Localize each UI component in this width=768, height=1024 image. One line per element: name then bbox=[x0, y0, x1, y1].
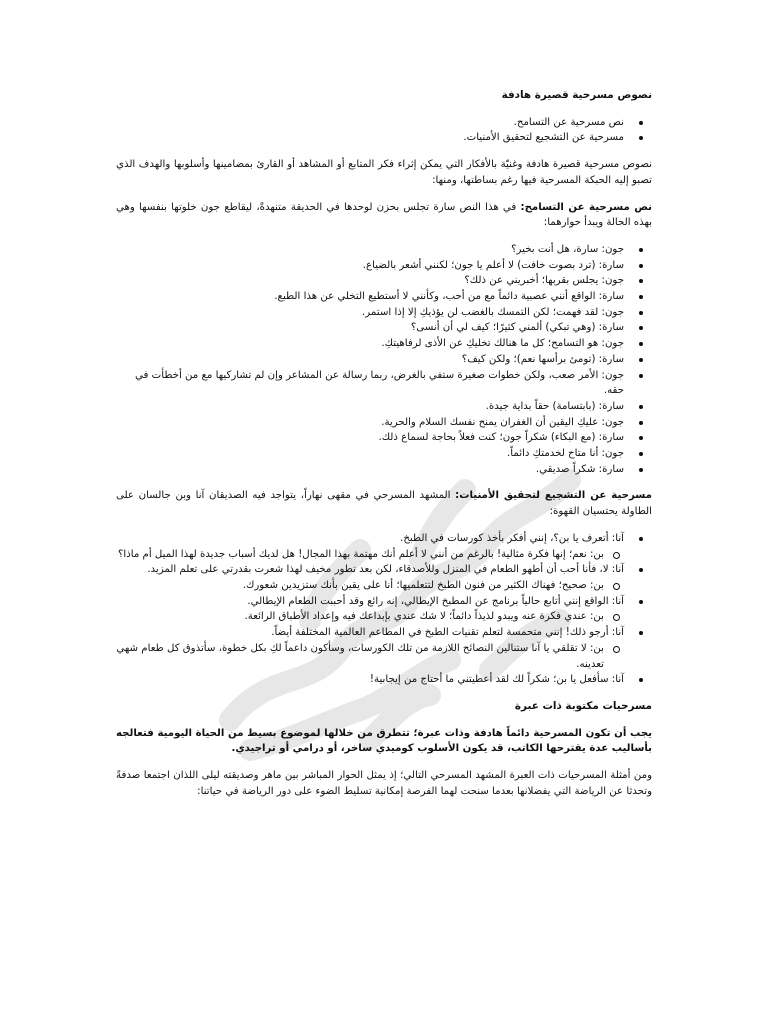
dialogue-line-text: آنا: الواقع إنني أتابع حالياً برنامج عن المطبخ الإيطالي، إنه رائع وقد أحببت الطعام الإيطالي. bbox=[247, 595, 624, 607]
dialogue-line-text: آنا: سأفعل يا بن؛ شكراً لك لقد أعطيتني ما أحتاج من إيجابية! bbox=[369, 674, 624, 686]
section-lesson-paragraph: ومن أمثلة المسرحيات ذات العبرة المشهد المسرحي التالي؛ إذ يمثل الحوار المباشر بين ماهر وصديقته ليلى اللذان اجتمعا صدفةً وتحدثا عن الرياضة التي يفضلانها بعدما سنحت لهما الفرصة إمكانية تسليط الضوء على دور الرياضة في حياتنا: bbox=[116, 770, 652, 797]
dialogue-reply: بن: لا تقلقي يا آنا ستنالين النصائح اللازمة من تلك الكورسات، وسأكون داعماً لكِ بكل خطوة، سأتذوق كل طعام شهي تعدينه. bbox=[116, 641, 604, 672]
dialogue-replies bbox=[116, 547, 624, 563]
dialogue-line: سارة: (مع البكاء) شكراً جون؛ كنت فعلاً بحاجة لسماع ذلك. bbox=[116, 430, 624, 446]
dialogue-forgiveness bbox=[116, 242, 652, 478]
dialogue-line-text: آنا: أرجو ذلك! إنني متحمسة لتعلم تقنيات الطبخ في المطاعم العالمية المختلفة أيضاً. bbox=[271, 627, 624, 639]
dialogue-line: سارة: الواقع أنني عصبية دائماً مع من أحب، وكأنني لا أستطيع التخلي عن هذا الطبع. bbox=[116, 289, 624, 305]
dialogue-line: جون: الأمر صعب، ولكن خطوات صغيرة ستفي بالغرض، ربما رسالة عن المشاعر وإن لم تشاركيها مع من أخطأت في حقه. bbox=[116, 368, 624, 399]
section-encouragement-text: المشهد المسرحي في مقهى نهاراً، يتواجد فيه الصديقان آنا وبن جالسان على الطاولة يحتسيان القهوة: bbox=[116, 490, 652, 518]
table-of-contents bbox=[116, 115, 652, 146]
section-forgiveness-intro bbox=[116, 200, 652, 231]
dialogue-line bbox=[116, 562, 624, 593]
dialogue-line: سارة: (ترد بصوت خافت) لا أعلم يا جون؛ لكنني أشعر بالضياع. bbox=[116, 258, 624, 274]
page-title: نصوص مسرحية قصيرة هادفة bbox=[501, 89, 652, 101]
dialogue-line-text: آنا: لا، فأنا أحب أن أطهو الطعام في المنزل وللأصدقاء، لكن بعد تطور مخيف لهذا شعرت بقدرتي على تعلم المزيد. bbox=[147, 564, 624, 576]
dialogue-reply: بن: صحيح؛ فهناك الكثير من فنون الطبخ لتتعلميها؛ أنا على يقين بأنك ستزيدين شعورك. bbox=[116, 578, 604, 594]
dialogue-line bbox=[116, 531, 624, 562]
dialogue-line bbox=[116, 672, 624, 688]
section-lesson-title: مسرحيات مكتوبة ذات عبرة bbox=[514, 699, 652, 712]
dialogue-line: جون: عليكِ اليقين أن الغفران يمنح نفسك السلام والحرية. bbox=[116, 415, 624, 431]
dialogue-replies bbox=[116, 609, 624, 625]
dialogue-replies bbox=[116, 641, 624, 672]
dialogue-encouragement bbox=[116, 531, 652, 688]
dialogue-line: جون: أنا متاح لخدمتكِ دائماً. bbox=[116, 446, 624, 462]
section-forgiveness-title: نص مسرحية عن التسامح: bbox=[520, 201, 652, 213]
dialogue-line: جون: هو التسامح؛ كل ما هنالك تخليكِ عن الأذى لرفاهيتكِ. bbox=[116, 336, 624, 352]
dialogue-line: جون: يجلس بقربها؛ أخبريني عن ذلك؟ bbox=[116, 273, 624, 289]
dialogue-replies bbox=[116, 578, 624, 594]
toc-item: مسرحية عن التشجيع لتحقيق الأمنيات. bbox=[116, 130, 624, 146]
document-body bbox=[116, 88, 652, 810]
dialogue-reply: بن: نعم؛ إنها فكرة مثالية! بالرغم من أنني لا أعلم أنك مهتمة بهذا المجال! هل لديك أسباب جديدة لهذا الميل أم ماذا؟ bbox=[116, 547, 604, 563]
dialogue-line: سارة: (بابتسامة) حقاً بداية جيدة. bbox=[116, 399, 624, 415]
dialogue-line-text: آنا: أتعرف يا بن؟، إنني أفكر بأخذ كورسات في الطبخ. bbox=[400, 532, 624, 544]
section-forgiveness-text: في هذا النص سارة تجلس بحزن لوحدها في الحديقة متنهدةً، ليقاطع جون خلوتها بنفسها وهي بهذه الحالة ويبدأ حوارهما: bbox=[116, 201, 652, 229]
dialogue-line: جون: لقد فهمت؛ لكن التمسك بالغضب لن يؤذيكِ إلا إذا استمر. bbox=[116, 305, 624, 321]
section-lesson-bold-paragraph: يجب أن تكون المسرحية دائماً هادفة وذات عبرة؛ تتطرق من خلالها لموضوع بسيط من الحياة اليومية فتعالجه بأساليب عدة يقترحها الكاتب، قد يكون الأسلوب كوميدي ساخر، أو درامي أو تراجيدي. bbox=[116, 727, 652, 755]
intro-paragraph: نصوص مسرحية قصيرة هادفة وغنيّة بالأفكار التي يمكن إثراء فكر المتابع أو المشاهد أو القارئ بمضامينها وأسلوبها والهدف الذي تصبو إليه الحبكة المسرحية فيها رغم بساطتها، ومنها: bbox=[116, 159, 652, 186]
section-encouragement-intro bbox=[116, 488, 652, 519]
section-encouragement-title: مسرحية عن التشجيع لتحقيق الأمنيات: bbox=[455, 490, 652, 502]
dialogue-line: سارة: شكراً صديقي. bbox=[116, 462, 624, 478]
dialogue-line bbox=[116, 594, 624, 625]
dialogue-line: سارة: (وهي تبكي) ألمني كثيرًا؛ كيف لي أن أنسى؟ bbox=[116, 320, 624, 336]
dialogue-reply: بن: عندي فكرة عنه ويبدو لذيذاً دائماً؛ لا شك عندي بإبداعك فيه وإعداد الأطباق الرائعة. bbox=[116, 609, 604, 625]
toc-item: نص مسرحية عن التسامح. bbox=[116, 115, 624, 131]
dialogue-line: سارة: (تومئ برأسها نعم)؛ ولكن كيف؟ bbox=[116, 352, 624, 368]
dialogue-line: جون: سارة، هل أنت بخير؟ bbox=[116, 242, 624, 258]
dialogue-line bbox=[116, 625, 624, 672]
